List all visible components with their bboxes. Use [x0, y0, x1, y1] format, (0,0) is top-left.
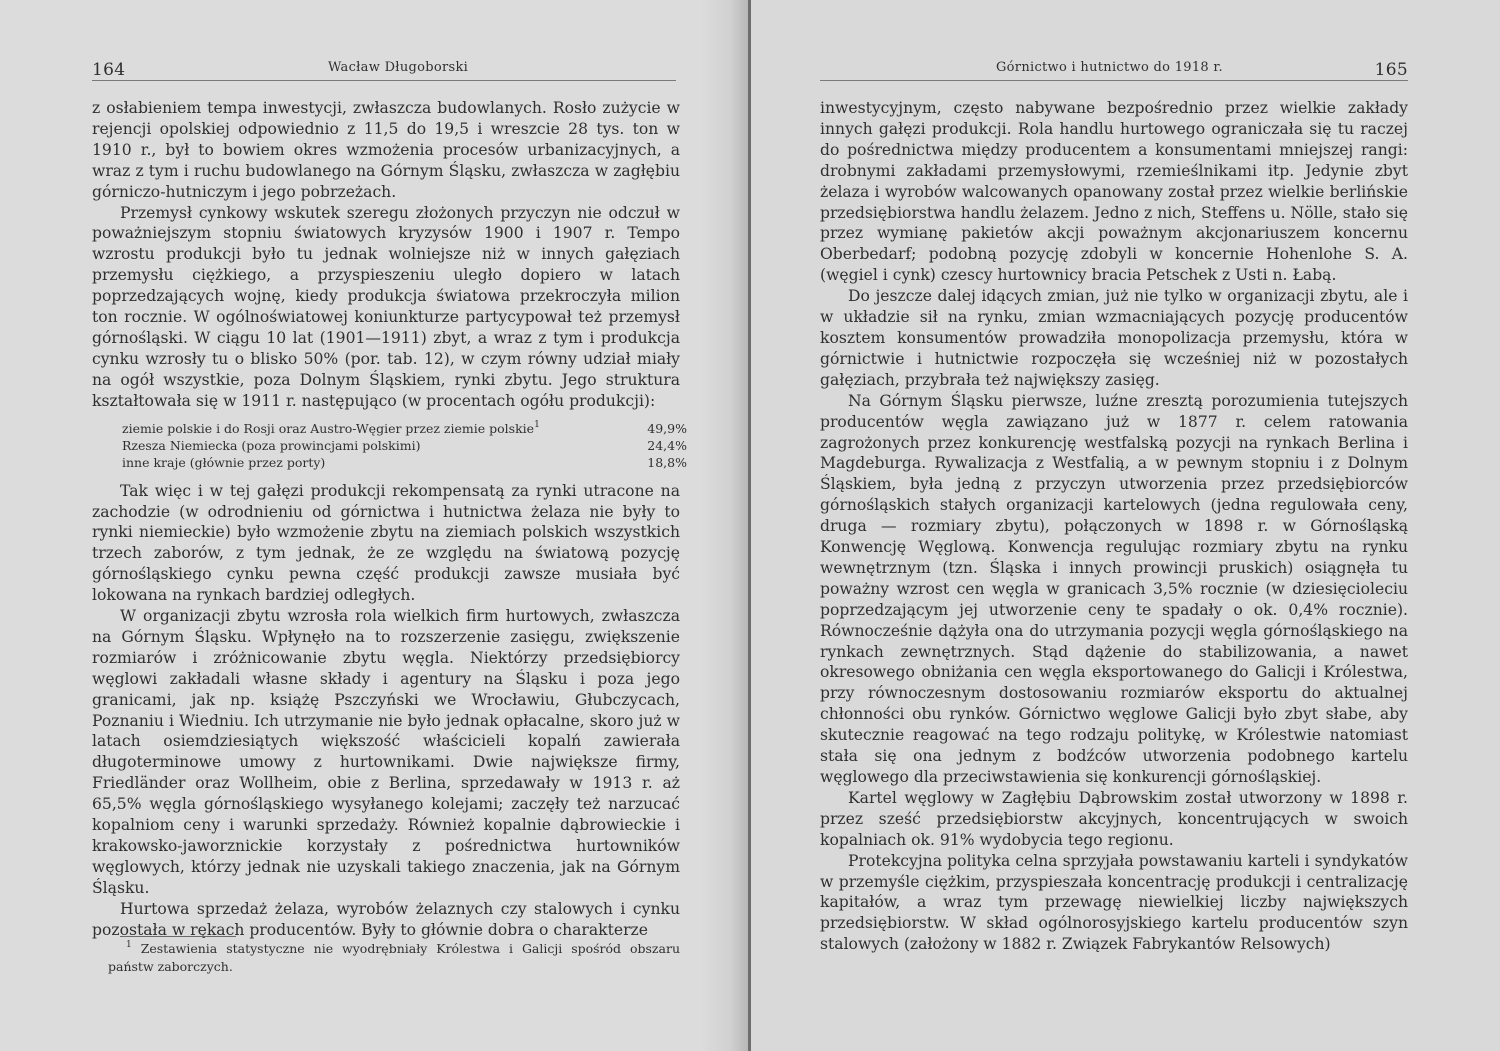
page-number: 164: [92, 60, 126, 80]
footnote-rule: [120, 936, 236, 937]
paragraph: Do jeszcze dalej idących zmian, już nie tylko w organizacji zbytu, ale i w układzie sił na rynku, zmian wzmacniających pozycję producentów kosztem konsumentów prowadziła monopolizacja przemysłu, która w górnictwie i hutnictwie rozpoczęła się wcześniej niż w pozostałych gałęziach, przybrała też największy zasięg.: [820, 287, 1408, 389]
table-value: 24,4%: [647, 437, 687, 453]
page-header: [820, 58, 1408, 81]
running-head: Wacław Długoborski: [328, 60, 469, 75]
table-row: [122, 420, 687, 437]
paragraph: W organizacji zbytu wzrosła rola wielkich firm hurtowych, zwłaszcza na Górnym Śląsku. Wpłynęło na to rozszerzenie zasięgu, zwiększenie rozmiarów i zróżnicowanie zbytu węgla. Niektórzy przedsiębiorcy węglowi zakładali własne składy i agentury na Śląsku i poza jego granicami, jak np. książę Pszczyński we Wrocławiu, Głubczycach, Poznaniu i Wiedniu. Ich utrzymanie nie było jednak opłacalne, skoro już w latach osiemdziesiątych większość właścicieli kopalń zawierała długoterminowe umowy z hurtownikami. Dwie największe firmy, Friedländer oraz Wollheim, obie z Berlina, sprzedawały w 1913 r. aż 65,5% węgla górnośląskiego wysyłanego kolejami; zaczęły też narzucać kopalniom ceny i warunki sprzedaży. Również kopalnie dąbrowieckie i krakowsko-jaworznickie korzystały z pośrednictwa hurtowników węglowych, którzy jednak nie uzyskali takiego znaczenia, jak na Górnym Śląsku.: [92, 607, 680, 897]
footnote: [108, 940, 680, 975]
gutter-shadow: [700, 0, 750, 1051]
zinc-market-table: [122, 420, 687, 471]
page-number: 165: [1374, 60, 1408, 80]
running-head: Górnictwo i hutnictwo do 1918 r.: [996, 60, 1223, 75]
paragraph: inwestycyjnym, często nabywane bezpośrednio przez wielkie zakłady innych gałęzi produkcji. Rola handlu hurtowego ograniczała się tu raczej do pośrednictwa między producentem a konsumentami mniejszej rangi: drobnymi zakładami przemysłowymi, rzemieślnikami itp. Jedynie zbyt żelaza i wyrobów walcowanych opanowany został przez wielkie berlińskie przedsiębiorstwa handlu żelazem. Jedno z nich, Steffens u. Nölle, stało się przez wymianę pakietów akcji poważnym akcjonariuszem koncernu Oberbedarf; podobną pozycję zdobyli w koncernie Hohenlohe S. A. (węgiel i cynk) czescy hurtownicy bracia Petschek z Usti n. Łabą.: [820, 99, 1408, 285]
right-page: [750, 0, 1500, 1051]
footnote-text: Zestawienia statystyczne nie wyodrębniały Królestwa i Galicji spośród obszaru państw zaborczych.: [108, 941, 680, 974]
table-value: 18,8%: [647, 454, 687, 470]
paragraph: Protekcyjna polityka celna sprzyjała powstawaniu karteli i syndykatów w przemyśle ciężkim, przyspieszała koncentrację produkcji i centralizację kapitałów, a wraz tym przewagę niewielkiej liczby największych przedsiębiorstw. W skład ogólnorosyjskiego kartelu producentów szyn stalowych (założony w 1882 r. Związek Fabrykantów Relsowych): [820, 851, 1408, 954]
table-row: [122, 454, 687, 471]
table-row: [122, 437, 687, 454]
binding-seam: [748, 0, 751, 1051]
table-label: Rzesza Niemiecka (poza prowincjami polskimi): [122, 437, 421, 453]
body-text: [820, 98, 1408, 955]
paragraph: Na Górnym Śląsku pierwsze, luźne zresztą porozumienia tutejszych producentów węgla zawiązano już w 1877 r. celem ratowania zagrożonych przez konkurencję westfalską pozycji na rynkach Berlina i Magdeburga. Rywalizacja z Westfalią, a w pewnym stopniu i z Dolnym Śląskiem, była jedną z przyczyn utworzenia przez przedsiębiorców górnośląskich stałych organizacji kartelowych (jedna regulowała ceny, druga — rozmiary zbytu), połączonych w 1898 r. w Górnośląską Konwencję Węglową. Konwencja regulując rozmiary zbytu na rynku wewnętrznym (tzn. Śląska i innych prowincji pruskich) osiągnęła tu poważny wzrost cen węgla w granicach 3,5% rocznie (w dziesięcioleciu poprzedzającym jej utworzenie ceny te spadały o ok. 0,4% rocznie). Równocześnie dążyła ona do utrzymania pozycji węgla górnośląskiego na rynkach zewnętrznych. Stąd dążenie do stabilizowania, a nawet okresowego obniżania cen węgla eksportowanego do Galicji i Królestwa, przy równoczesnym dostosowaniu rozmiarów eksportu do aktualnej chłonności obu rynków. Górnictwo węglowe Galicji było zbyt słabe, aby skutecznie reagować na tego rodzaju politykę, w Królestwie natomiast stała się ona jednym z bodźców utworzenia podobnego kartelu węglowego dla przeciwstawienia się konkurencji górnośląskiej.: [820, 391, 1408, 786]
paragraph: Kartel węglowy w Zagłębiu Dąbrowskim został utworzony w 1898 r. przez sześć przedsiębiorstw akcyjnych, koncentrujących w swoich kopalniach ok. 91% wydobycia tego regionu.: [820, 788, 1408, 849]
table-label: ziemie polskie i do Rosji oraz Austro-Węgier przez ziemie polskie$^1$: [122, 419, 540, 436]
footnote-mark: 1: [126, 940, 132, 950]
table-label: inne kraje (głównie przez porty): [122, 454, 326, 470]
paragraph: Tak więc i w tej gałęzi produkcji rekompensatą za rynki utracone na zachodzie (w odrodnieniu od górnictwa i hutnictwa żelaza nie były to rynki niemieckie) było wzmożenie zbytu na ziemiach polskich wszystkich trzech zaborów, z tym jednak, że ze względu na światową pozycję górnośląskiego cynku pewna część produkcji zawsze musiała być lokowana na rynkach bardziej odległych.: [92, 481, 680, 605]
page-header: [92, 58, 676, 81]
table-value: 49,9%: [647, 420, 687, 436]
paragraph: z osłabieniem tempa inwestycji, zwłaszcza budowlanych. Rosło zużycie w rejencji opolskiej odpowiednio z 11,5 do 19,5 i wreszcie 28 tys. ton w 1910 r., był to bowiem okres wzmożenia procesów urbanizacyjnych, a wraz z tym i ruchu budowlanego na Górnym Śląsku, zwłaszcza w zagłębiu górniczo-hutniczym i jego pobrzeżach.: [92, 99, 680, 201]
paragraph: Przemysł cynkowy wskutek szeregu złożonych przyczyn nie odczuł w poważniejszym stopniu światowych kryzysów 1900 i 1907 r. Tempo wzrostu produkcji było tu jednak wolniejsze niż w innych gałęziach przemysłu ciężkiego, a przyspieszeniu uległo dopiero w latach poprzedzających wojnę, kiedy produkcja światowa przekroczyła milion ton rocznie. W ogólnoświatowej koniunkturze partycypował też przemysł górnośląski. W ciągu 10 lat (1901—1911) zbyt, a wraz z tym i produkcja cynku wzrosły tu o blisko 50% (por. tab. 12), w czym równy udział miały na ogół wszystkie, poza Dolnym Śląskiem, rynki zbytu. Jego struktura kształtowała się w 1911 r. następująco (w procentach ogółu produkcji):: [92, 203, 680, 410]
body-text: [92, 98, 687, 941]
footnote-ref: 1: [534, 419, 540, 430]
paragraph: Hurtowa sprzedaż żelaza, wyrobów żelaznych czy stalowych i cynku pozostała w rękach producentów. Były to głównie dobra o charakterze: [92, 899, 680, 939]
